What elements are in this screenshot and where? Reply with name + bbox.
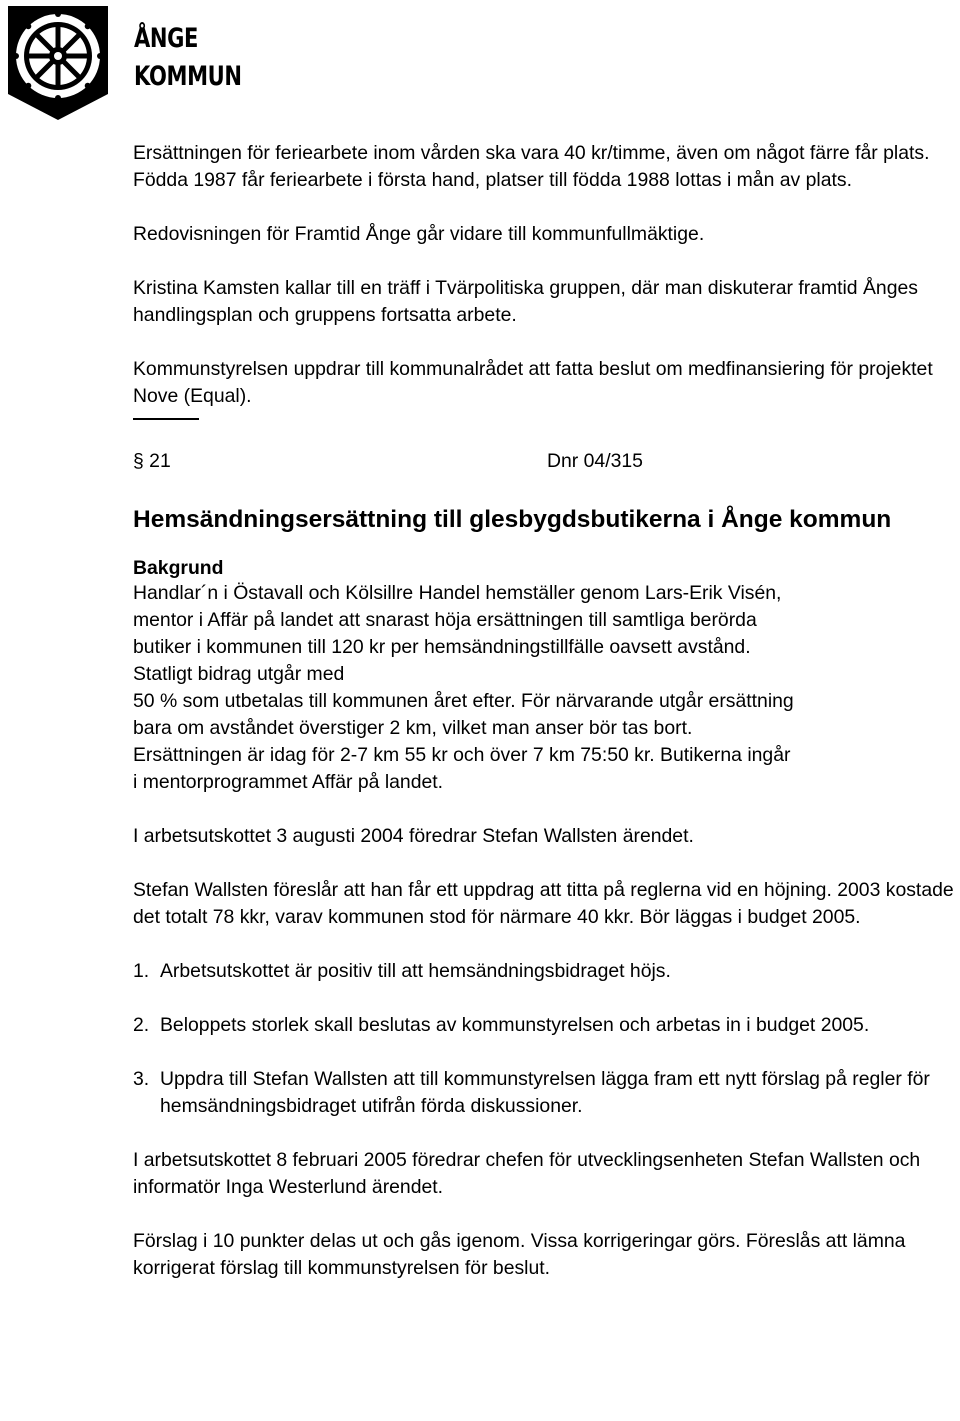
background-line: Ersättningen är idag för 2-7 km 55 kr och över 7 km 75:50 kr. Butikerna ingår bbox=[133, 743, 791, 766]
decision-list bbox=[133, 958, 960, 1120]
background-text bbox=[133, 580, 960, 796]
subheading-bakgrund: Bakgrund bbox=[133, 556, 224, 579]
paragraph-tvarpolitiska: Kristina Kamsten kallar till en träff i Tvärpolitiska gruppen, där man diskuterar framtid Ånges handlingsplan och gruppens fortsatta arbete. bbox=[133, 277, 918, 326]
background-line: bara om avståndet överstiger 2 km, vilket man anser bör tas bort. bbox=[133, 716, 693, 739]
background-line: i mentorprogrammet Affär på landet. bbox=[133, 770, 444, 793]
paragraph-nove-equal: Kommunstyrelsen uppdrar till kommunalrådet att fatta beslut om medfinansiering för projektet Nove (Equal). bbox=[133, 358, 933, 407]
ange-kommun-wheel-logo bbox=[4, 2, 112, 122]
list-item-number: 2. bbox=[133, 1013, 150, 1036]
list-item bbox=[133, 1066, 960, 1120]
list-item-text: Uppdra till Stefan Wallsten att till kommunstyrelsen lägga fram ett nytt förslag på regler för hemsändningsbidraget utifrån förda diskussioner. bbox=[160, 1067, 930, 1117]
paragraph-feriearbete: Ersättningen för feriearbete inom vården ska vara 40 kr/timme, även om något färre får plats. Födda 1987 får feriearbete i första hand, platser till födda 1988 lottas i mån av plats. bbox=[133, 142, 930, 191]
background-line: mentor i Affär på landet att snarast höja ersättningen till samtliga berörda bbox=[133, 608, 757, 631]
logo-line-kommun: KOMMUN bbox=[134, 61, 242, 92]
background-line: butiker i kommunen till 120 kr per hemsändningstillfälle oavsett avstånd. bbox=[133, 635, 751, 658]
list-item-number: 3. bbox=[133, 1067, 150, 1090]
paragraph-arbetsutskottet-februari: I arbetsutskottet 8 februari 2005 föredrar chefen för utvecklingsenheten Stefan Wallsten och informatör Inga Westerlund ärendet. bbox=[133, 1148, 921, 1198]
section-header bbox=[133, 448, 960, 475]
background-line: 50 % som utbetalas till kommunen året efter. För närvarande utgår ersättning bbox=[133, 689, 794, 712]
paragraph-final: Förslag i 10 punkter delas ut och gås igenom. Vissa korrigeringar görs. Föreslås att lämna korrigerat förslag till kommunstyrelsen för beslut. bbox=[133, 1229, 906, 1279]
list-item-number: 1. bbox=[133, 959, 150, 982]
section-title: Hemsändningsersättning till glesbygdsbutikerna i Ånge kommun bbox=[133, 505, 892, 533]
logo-wordmark bbox=[134, 20, 242, 96]
background-line: Statligt bidrag utgår med bbox=[133, 662, 345, 685]
list-item bbox=[133, 1012, 960, 1039]
paragraph-framtid-ange: Redovisningen för Framtid Ånge går vidare till kommunfullmäktige. bbox=[133, 223, 705, 245]
section-number: § 21 bbox=[133, 449, 171, 472]
logo-line-ange: ÅNGE bbox=[134, 23, 199, 54]
list-item bbox=[133, 958, 960, 985]
document-body bbox=[133, 140, 960, 1282]
paragraph-proposal: Stefan Wallsten föreslår att han får ett uppdrag att titta på reglerna vid en höjning. 2003 kostade det totalt 78 kkr, varav kommunen stod för närmare 40 kkr. Bör läggas i budget 2005. bbox=[133, 878, 954, 928]
paragraph-arbetsutskottet-augusti: I arbetsutskottet 3 augusti 2004 föredrar Stefan Wallsten ärendet. bbox=[133, 824, 694, 847]
diary-number: Dnr 04/315 bbox=[547, 449, 643, 472]
list-item-text: Beloppets storlek skall beslutas av kommunstyrelsen och arbetas in i budget 2005. bbox=[160, 1013, 870, 1036]
list-item-text: Arbetsutskottet är positiv till att hemsändningsbidraget höjs. bbox=[160, 959, 671, 982]
section-divider bbox=[133, 418, 199, 420]
background-line: Handlar´n i Östavall och Kölsillre Handel hemställer genom Lars-Erik Visén, bbox=[133, 581, 782, 604]
